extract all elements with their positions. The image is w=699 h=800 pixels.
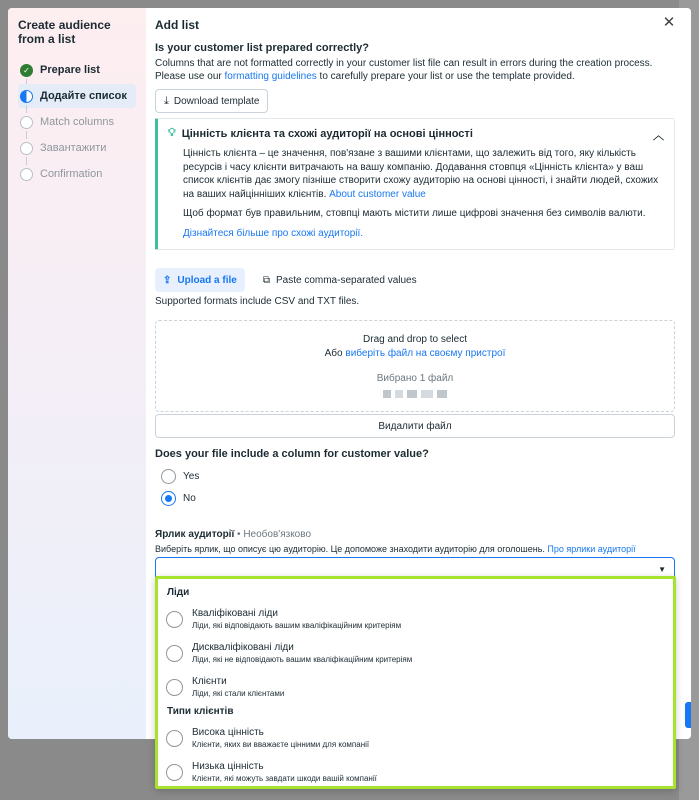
- wizard-sidebar: [8, 8, 146, 739]
- about-audience-labels-link[interactable]: Про ярлики аудиторії: [547, 544, 636, 554]
- option-low-value[interactable]: [164, 757, 667, 787]
- audience-label-dropdown: [155, 576, 676, 789]
- option-desc: Ліди, які відповідають вашим кваліфікаційним критеріям: [192, 620, 402, 630]
- lightbulb-icon: 💡︎: [168, 127, 176, 139]
- download-template-button[interactable]: [155, 89, 268, 113]
- prep-line2-prefix: Please use our: [155, 71, 225, 82]
- radio-circle: [161, 469, 176, 484]
- option-disqualified-leads[interactable]: [164, 638, 667, 668]
- caret-down-icon: ▼: [658, 565, 666, 574]
- option-qualified-leads[interactable]: [164, 604, 667, 634]
- info-title-text: Цінність клієнта та схожі аудиторії на основі цінності: [181, 127, 473, 140]
- choose-file-link[interactable]: виберіть файл на своєму пристрої: [345, 348, 506, 359]
- step-add-list[interactable]: [18, 84, 136, 108]
- radio-yes[interactable]: [161, 469, 199, 484]
- option-title: Клієнти: [192, 675, 227, 687]
- tab-paste-values[interactable]: [255, 268, 425, 292]
- prep-question: Is your customer list prepared correctly?: [155, 42, 369, 54]
- tab-upload-file[interactable]: [155, 268, 245, 292]
- choose-file-line: [156, 348, 674, 359]
- option-title: Дискваліфіковані ліди: [192, 641, 294, 653]
- info-body2: Щоб формат був правильним, стовпці мають містити лише цифрові значення без символів валюти.: [183, 208, 646, 219]
- tab-upload-label: Upload a file: [177, 274, 237, 286]
- redacted-filename: [156, 390, 674, 398]
- option-desc: Ліди, які стали клієнтами: [192, 688, 285, 698]
- step-label: Confirmation: [40, 168, 103, 180]
- step-label: Додайте список: [40, 90, 127, 102]
- info-paragraph-1: [183, 147, 662, 201]
- empty-circle-icon: [20, 168, 33, 181]
- radio-yes-label: Yes: [183, 471, 200, 482]
- radio-no-label: No: [183, 493, 196, 504]
- option-desc: Клієнти, які можуть завдати шкоди вашій компанії: [192, 773, 377, 783]
- prep-section: [155, 42, 675, 113]
- redacted-block: [407, 390, 417, 398]
- delete-file-label: Видалити файл: [378, 420, 452, 432]
- file-dropzone[interactable]: [155, 320, 675, 412]
- option-title: Кваліфіковані ліди: [192, 607, 278, 619]
- redacted-block: [421, 390, 433, 398]
- radio-circle: [166, 679, 183, 696]
- download-icon: ⤓: [164, 94, 169, 107]
- audience-label-help-text: Виберіть ярлик, що описує цю аудиторію. Це допоможе знаходити аудиторію для оголошень.: [155, 544, 548, 554]
- supported-formats-text: Supported formats include CSV and TXT files.: [155, 296, 360, 307]
- page-title: Add list: [155, 18, 199, 32]
- upload-method-tabs: [155, 268, 435, 292]
- audience-label-text: Ярлик аудиторії: [155, 529, 235, 540]
- radio-circle: [166, 611, 183, 628]
- redacted-block: [437, 390, 447, 398]
- option-desc: Клієнти, яких ви вважаєте цінними для компанії: [192, 739, 370, 749]
- radio-circle: [166, 764, 183, 781]
- option-title: Висока цінність: [192, 726, 264, 738]
- group-title-customer-types: Типи клієнтів: [167, 706, 234, 717]
- or-prefix: Або: [324, 348, 346, 359]
- customer-value-question: Does your file include a column for customer value?: [155, 448, 429, 460]
- next-button[interactable]: [685, 702, 691, 728]
- prep-line2-suffix: to carefully prepare your list or use the template provided.: [316, 71, 575, 82]
- step-label: Завантажити: [40, 142, 107, 154]
- customer-value-info-box: [155, 118, 675, 250]
- audience-label-help: [155, 544, 636, 554]
- close-icon[interactable]: ✕: [662, 14, 676, 31]
- drag-drop-text: Drag and drop to select: [363, 334, 467, 345]
- empty-circle-icon: [20, 116, 33, 129]
- option-desc: Ліди, які не відповідають вашим кваліфікаційним критеріям: [192, 654, 413, 664]
- sidebar-title: Create audience from a list: [18, 18, 111, 46]
- tab-paste-label: Paste comma-separated values: [275, 274, 417, 286]
- delete-file-button[interactable]: [155, 414, 675, 438]
- info-title: [168, 127, 662, 140]
- optional-text: • Необов'язково: [234, 529, 312, 540]
- check-icon: ✓: [20, 64, 33, 77]
- files-selected-text: Вибрано 1 файл: [376, 373, 454, 384]
- learn-lookalike-link[interactable]: Дізнайтеся більше про схожі аудиторії.: [183, 227, 364, 239]
- step-prepare-list[interactable]: [18, 58, 136, 82]
- info-body: [168, 147, 662, 240]
- group-title-leads: Ліди: [167, 587, 190, 598]
- radio-no[interactable]: [161, 491, 196, 506]
- radio-circle: [166, 730, 183, 747]
- step-label: Prepare list: [40, 64, 100, 76]
- radio-circle-checked: [161, 491, 176, 506]
- prep-line1: Columns that are not formatted correctly in your customer list file can result in errors during the creation process.: [155, 58, 653, 69]
- option-high-value[interactable]: [164, 723, 667, 753]
- audience-label-title: [155, 529, 311, 540]
- option-clients[interactable]: [164, 672, 667, 702]
- redacted-block: [395, 390, 403, 398]
- half-circle-icon: [20, 90, 33, 103]
- info-body1: Цінність клієнта – це значення, пов'язане з вашими клієнтами, що залежить від того, яку кількість ресурсів і часу клієнти витрачають на вашу компанію. Додавання стовпця «Цінність клієнта» у ваш список клієнтів дає змогу пізніше створити схожу аудиторію на основі цінності, і знайти людей, схожих на ваших найцінніших клієнтів.: [183, 148, 659, 200]
- step-match-columns: [18, 110, 136, 134]
- about-customer-value-link[interactable]: About customer value: [329, 188, 426, 200]
- upload-icon: ⇪: [163, 274, 172, 286]
- step-upload: [18, 136, 136, 160]
- chevron-up-icon[interactable]: ︿: [653, 130, 664, 142]
- radio-circle: [166, 645, 183, 662]
- redacted-block: [383, 390, 391, 398]
- step-label: Match columns: [40, 116, 114, 128]
- prep-line2: [155, 70, 675, 83]
- option-title: Низька цінність: [192, 760, 264, 772]
- download-template-label: Download template: [173, 95, 260, 107]
- empty-circle-icon: [20, 142, 33, 155]
- copy-icon: ⧉: [262, 274, 270, 286]
- step-confirmation: [18, 162, 136, 186]
- formatting-guidelines-link[interactable]: formatting guidelines: [224, 71, 317, 82]
